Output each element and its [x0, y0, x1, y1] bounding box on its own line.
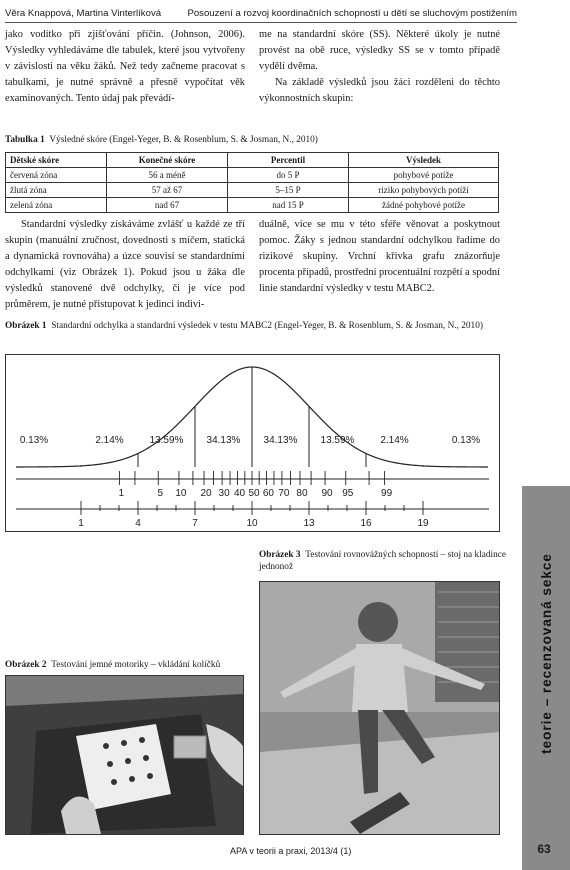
standard-labels: [78, 518, 429, 529]
header-rule: [5, 22, 517, 23]
balance-photo-image: [260, 582, 499, 834]
text-top-right: [259, 27, 500, 107]
paragraph: duálně, více se mu v této sféře věnovat a poskytnout pomoc. Žáky s jednou standardní odchylkou řadíme do rizikové skupiny. Vrchní křivka grafu znázorňuje procenta případů, prostřední procentuální rozpětí a spodní linie standardní výsledky v testu MABC2.: [259, 219, 500, 294]
figure3-caption: [259, 549, 509, 573]
table-row: [6, 168, 499, 183]
percent-label: 2.14%: [95, 435, 124, 446]
table-cell: žádné pohybové potíže: [349, 198, 499, 213]
caption-label: Obrázek 2: [5, 660, 47, 670]
table-cell: zelená zóna: [6, 198, 107, 213]
percent-label: 13.59%: [149, 435, 184, 446]
percent-label: 0.13%: [451, 435, 481, 446]
percentile-label: 60: [262, 488, 275, 499]
percentile-label: 20: [200, 488, 212, 499]
column-header: Percentil: [228, 153, 349, 168]
caption-text: Testování rovnovážných schopností – stoj na kladince jednonož: [259, 550, 506, 572]
caption-text: Testování jemné motoriky – vkládání kolíčků: [51, 660, 221, 670]
percentile-label: 70: [278, 488, 290, 499]
percentile-label: 30: [218, 488, 230, 499]
standard-label: 4: [135, 518, 141, 529]
pegboard-photo-image: [6, 676, 243, 834]
figure3-photo: [259, 581, 500, 835]
footer-journal: APA v teorii a praxi, 2013/4 (1): [230, 846, 352, 856]
table-header-row: [6, 153, 499, 168]
percent-labels: [20, 435, 480, 446]
sd-lines: [81, 367, 423, 467]
standard-label: 16: [360, 518, 372, 529]
paragraph: Standardní výsledky získáváme zvlášť u každé ze tří skupin (manuální zručnost, dovednosti s míčem, statická a dynamická rovnováha) a úzce souvisí se standardními odchylkami (viz Obrázek 1). Pokud jsou u žáka dle výsledků stanovené dvě odchylky, či je více pod průměrem, je nutné přistupovat k jedinci indivi-: [5, 219, 245, 310]
figure1-normal-distribution: [5, 354, 500, 532]
table-cell: nad 67: [107, 198, 228, 213]
column-header: Dětské skóre: [6, 153, 107, 168]
caption-text: Výsledné skóre (Engel-Yeger, B. & Rosenblum, S. & Josman, N., 2010): [49, 135, 318, 145]
percent-label: 0.13%: [19, 435, 49, 446]
caption-text: Standardní odchylka a standardní výsledek v testu MABC2 (Engel-Yeger, B. & Rosenblum, S. & Josman, N., 2010): [51, 321, 483, 331]
child-head: [358, 602, 398, 642]
child-shirt: [352, 644, 408, 712]
percentile-label: 50: [248, 488, 260, 499]
percentile-label: 90: [321, 488, 333, 499]
percentile-labels: [119, 488, 393, 499]
figure2-photo: [5, 675, 244, 835]
figure1-caption: [5, 320, 500, 332]
section-label: [522, 486, 570, 821]
percent-label: 13.59%: [320, 435, 355, 446]
paragraph: me na standardní skóre (SS). Některé úkoly je nutné provést na obě ruce, výsledky SS se v tomto případě vydělí dvěma.: [259, 29, 500, 72]
table-cell: riziko pohybových potíží: [349, 183, 499, 198]
column-header: Výsledek: [349, 153, 499, 168]
caption-label: Tabulka 1: [5, 135, 45, 145]
standard-label: 1: [78, 518, 84, 529]
text-mid-right: [259, 217, 500, 297]
percentile-label: 95: [342, 488, 354, 499]
percentile-ticks: [119, 471, 384, 485]
running-header: [5, 8, 517, 22]
table-row: [6, 198, 499, 213]
percent-label: 34.13%: [263, 435, 298, 446]
standard-ticks: [81, 501, 423, 515]
paragraph: Na základě výsledků jsou žáci rozděleni do těchto výkonnostních skupin:: [259, 77, 500, 104]
percentile-label: 10: [175, 488, 187, 499]
figure2-caption: [5, 659, 250, 671]
standard-label: 19: [417, 518, 429, 529]
percentile-label: 40: [233, 488, 246, 499]
standard-label: 7: [192, 518, 198, 529]
table-cell: 56 a méně: [107, 168, 228, 183]
standard-label: 10: [246, 518, 258, 529]
text-mid-left: [5, 217, 245, 313]
table-row: [6, 183, 499, 198]
caption-label: Obrázek 1: [5, 321, 47, 331]
percent-label: 2.14%: [380, 435, 409, 446]
header-title: Posouzení a rozvoj koordinačních schopností u dětí se sluchovým postižením: [187, 8, 517, 19]
text-top-left: [5, 27, 245, 107]
section-label-text: teorie – recenzovaná sekce: [538, 553, 554, 754]
table-cell: 57 až 67: [107, 183, 228, 198]
table-cell: červená zóna: [6, 168, 107, 183]
column-header: Konečné skóre: [107, 153, 228, 168]
table-cell: do 5 P: [228, 168, 349, 183]
standard-label: 13: [303, 518, 315, 529]
paragraph: jako vodítko při zjišťování příčin. (Johnson, 2006). Výsledky vyhledáváme dle tabulek, které jsou vytvořeny v závislosti na věku žáků. Než tedy začneme pracovat s tabulkami, je nutné správně a přesně vypočítat věk examinovaných. Tento údaj pak převádí-: [5, 29, 245, 104]
percentile-label: 1: [118, 488, 125, 499]
table-cell: 5–15 P: [228, 183, 349, 198]
distribution-diagram: [6, 355, 499, 531]
percentile-label: 80: [296, 488, 308, 499]
table-caption: [5, 134, 500, 146]
percentile-label: 5: [157, 488, 164, 499]
header-authors: Věra Knappová, Martina Vinterlíková: [5, 8, 162, 19]
table-cell: nad 15 P: [228, 198, 349, 213]
peg-box: [174, 736, 206, 758]
caption-label: Obrázek 3: [259, 550, 301, 560]
page-number: 63: [537, 842, 551, 856]
table-cell: žlutá zóna: [6, 183, 107, 198]
table-cell: pohybové potíže: [349, 168, 499, 183]
percentile-label: 99: [381, 488, 393, 499]
score-table: [5, 152, 499, 213]
percent-label: 34.13%: [206, 435, 241, 446]
